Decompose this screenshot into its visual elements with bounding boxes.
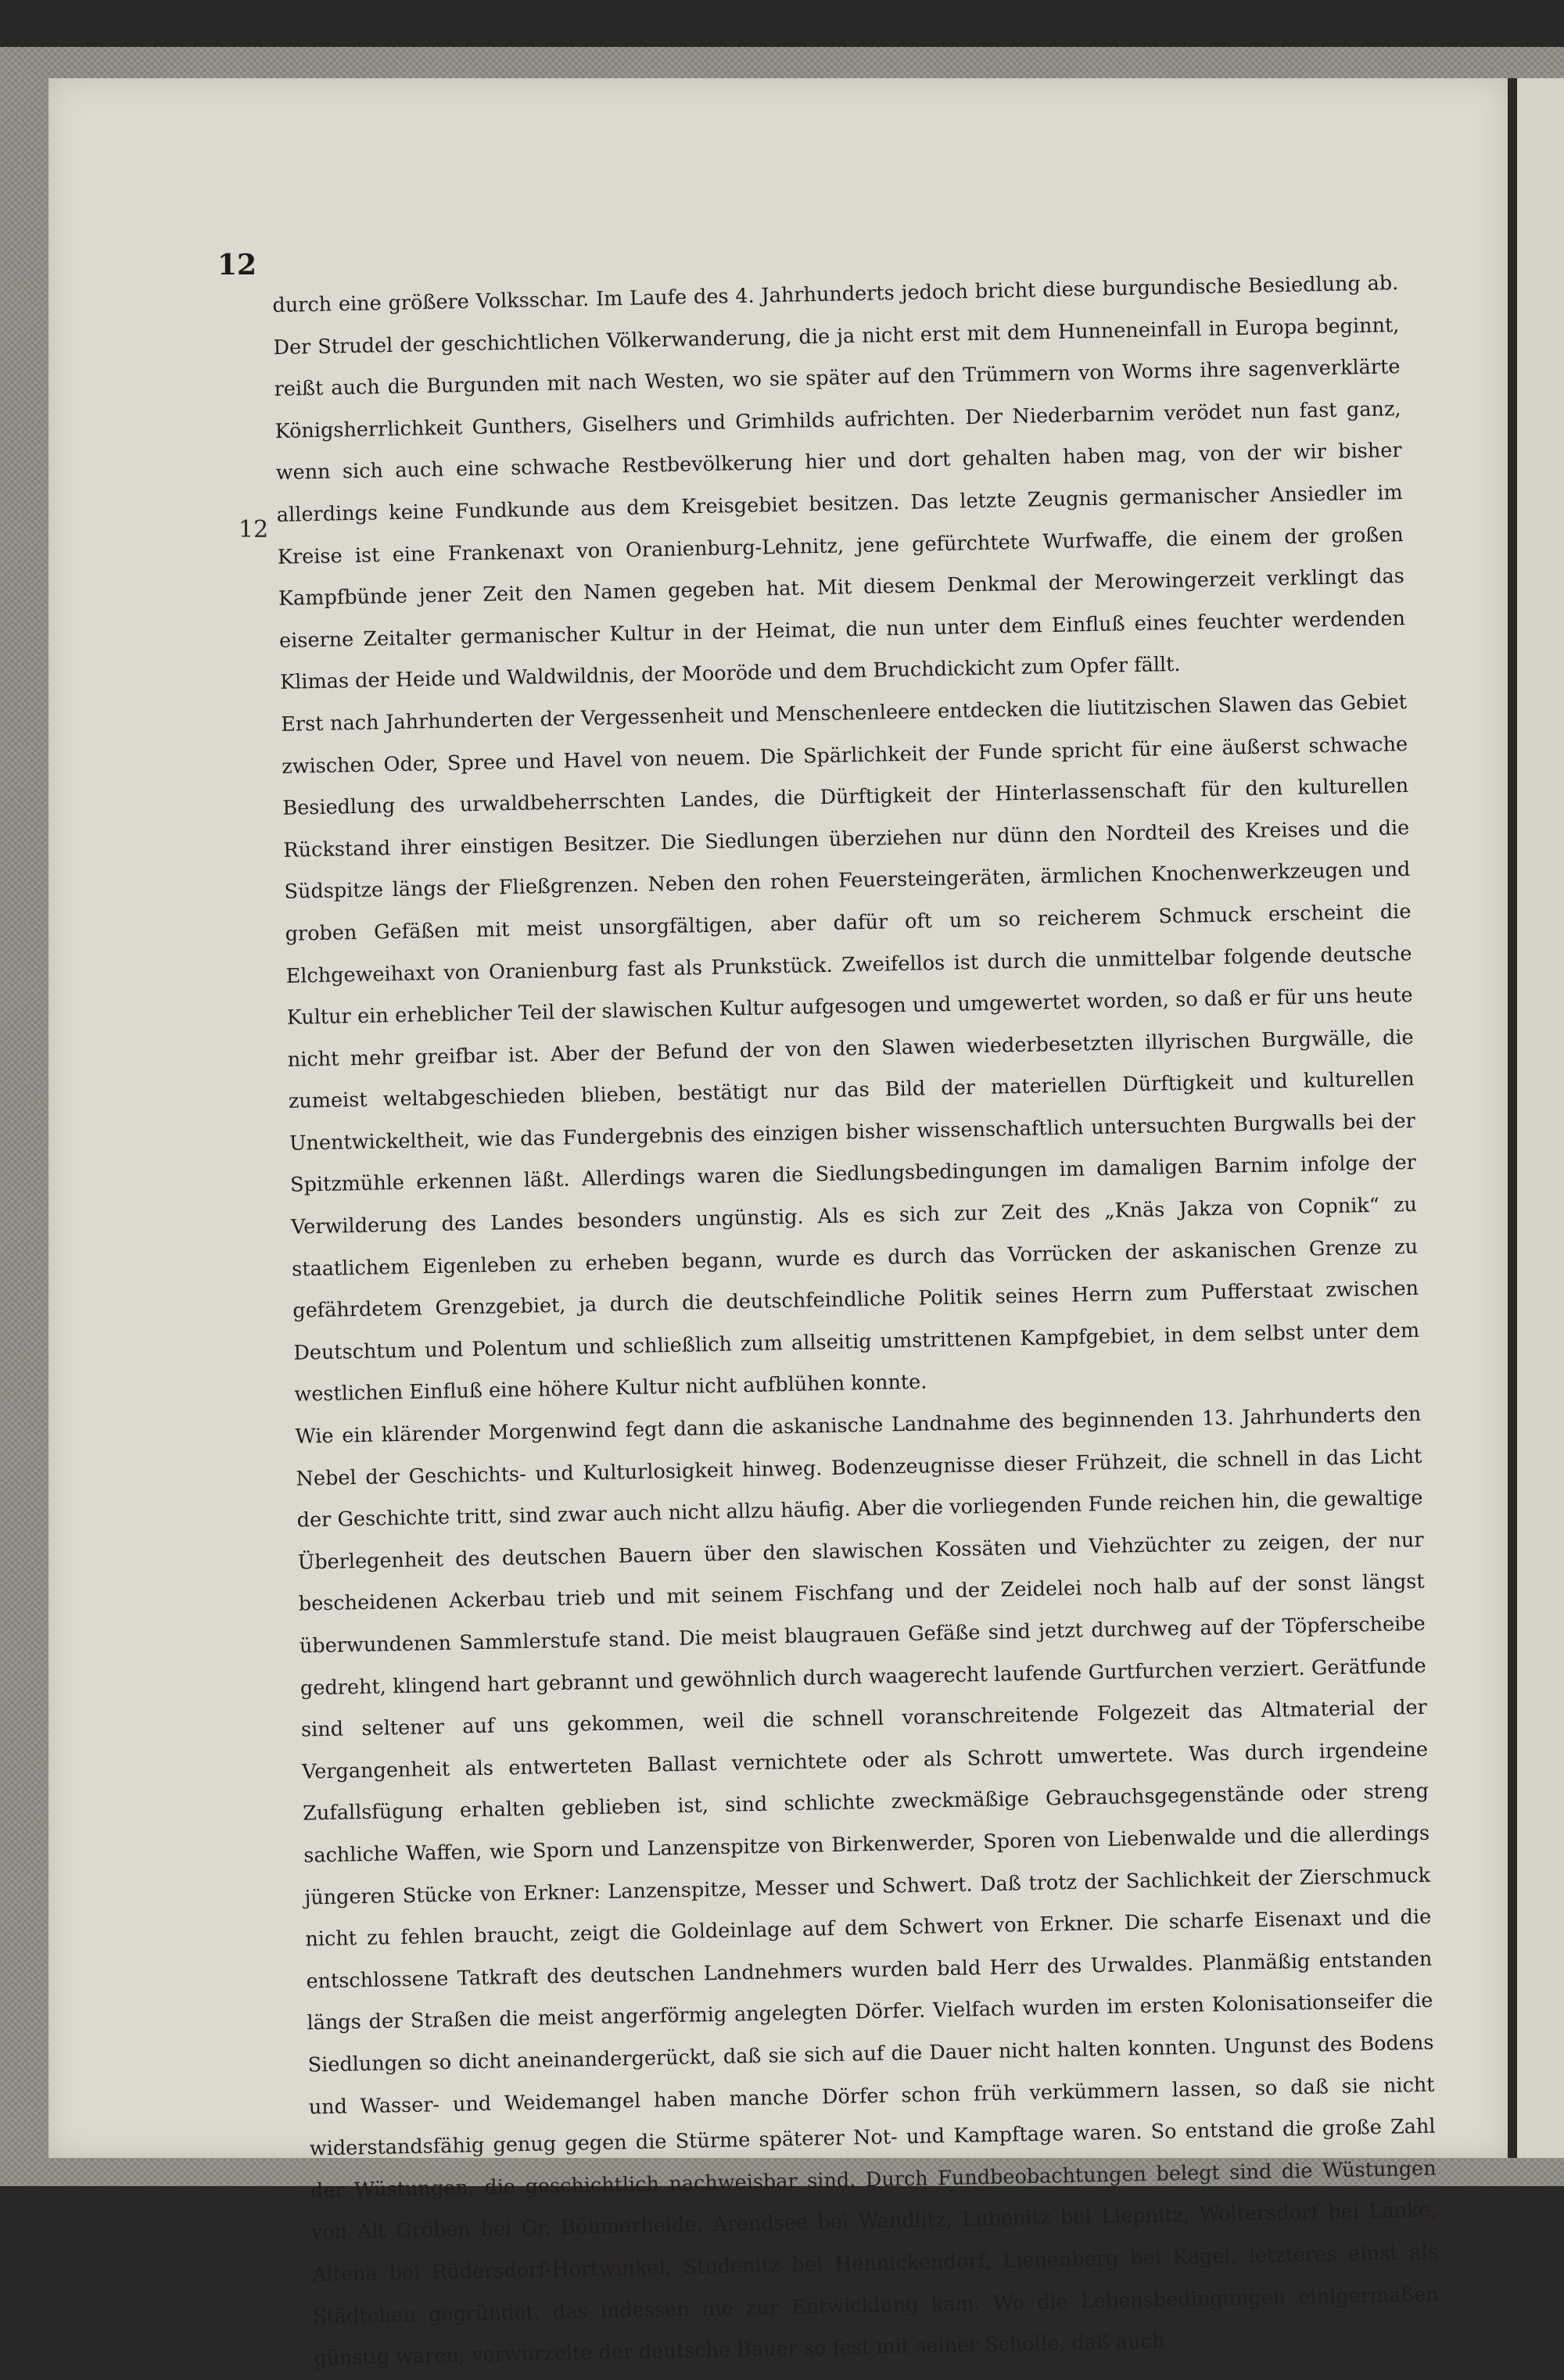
paragraph: durch eine größere Volksschar. Im Laufe des 4. Jahrhunderts jedoch bricht diese burgundische Besiedlung ab. Der Strudel der geschichtlichen Völkerwanderung, die ja nicht erst mit dem Hunneneinfall in Europa beginnt, reißt auch die Burgunden mit nach Westen, wo sie später auf den Trümmern von Worms ihre sagenverklärte Königsherrlichkeit Gunthers, Giselhers und Grimhilds aufrichten. Der Niederbarnim verödet nun fast ganz, wenn sich auch eine schwache Restbevölkerung hier und dort gehalten haben mag, von der wir bisher allerdings keine Fundkunde aus dem Kreisgebiet besitzen. Das letzte Zeugnis germanischer Ansiedler im Kreise ist eine Frankenaxt von Oranienburg-Lehnitz, jene gefürchtete Wurfwaffe, die einem der großen Kampfbünde jener Zeit den Namen gegeben hat. Mit diesem Denkmal der Merowingerzeit verklingt das eiserne Zeitalter germanischer Kultur in der Heimat, die nun unter dem Einfluß eines feuchter werdenden Klimas der Heide und Waldwildnis, der Mooröde und dem Bruchdickicht zum Opfer fällt.	[272, 271, 1406, 695]
body-text	[272, 263, 1440, 2380]
paragraph: Erst nach Jahrhunderten der Vergessenheit und Menschenleere entdecken die liutitzischen Slawen das Gebiet zwischen Oder, Spree und Havel von neuem. Die Spärlichkeit der Funde spricht für eine äußerst schwache Besiedlung des urwaldbeherrschten Landes, die Dürftigkeit der Hinterlassenschaft für den kulturellen Rückstand ihrer einstigen Besitzer. Die Siedlungen überziehen nur dünn den Nordteil des Kreises und die Südspitze längs der Fließgrenzen. Neben den rohen Feuersteingeräten, ärmlichen Knochenwerkzeugen und groben Gefäßen mit meist unsorgfältigen, aber dafür oft um so reicherem Schmuck erscheint die Elchgeweihaxt von Oranienburg fast als Prunkstück. Zweifellos ist durch die unmittelbar folgende deutsche Kultur ein erheblicher Teil der slawischen Kultur aufgesogen und umgewertet worden, so daß er für uns heute nicht mehr greifbar ist. Aber der Befund der von den Slawen wiederbesetzten illyrischen Burgwälle, die zumeist weltabgeschieden blieben, bestätigt nur das Bild der materiellen Dürftigkeit und kulturellen Unentwickeltheit, wie das Fundergebnis des einzigen bisher wissenschaftlich untersuchten Burgwalls bei der Spitzmühle erkennen läßt. Allerdings waren die Siedlungsbedingungen im damaligen Barnim infolge der Verwilderung des Landes besonders ungünstig. Als es sich zur Zeit des „Knäs Jakza von Copnik“ zu staatlichem Eigenleben zu erheben begann, wurde es durch das Vorrücken der askanischen Grenze zu gefährdetem Grenzgebiet, ja durch die deutschfeindliche Politik seines Herrn zum Pufferstaat zwischen Deutschtum und Polentum und schließlich zum allseitig umstrittenen Kampfgebiet, in dem selbst unter dem westlichen Einfluß eine höhere Kultur nicht aufblühen konnte.	[280, 690, 1420, 1407]
margin-number: 12	[239, 516, 269, 543]
paragraph: Wie ein klärender Morgenwind fegt dann die askanische Landnahme des beginnenden 13. Jahrhunderts den Nebel der Geschichts- und Kulturlosigkeit hinweg. Bodenzeugnisse dieser Frühzeit, die schnell in das Licht der Geschichte tritt, sind zwar auch nicht allzu häufig. Aber die vorliegenden Funde reichen hin, die gewaltige Überlegenheit des deutschen Bauern über den slawischen Kossäten und Viehzüchter zu zeigen, der nur bescheidenen Ackerbau trieb und mit seinem Fischfang und der Zeidelei noch halb auf der sonst längst überwundenen Sammlerstufe stand. Die meist blaugrauen Gefäße sind jetzt durchweg auf der Töpferscheibe gedreht, klingend hart gebrannt und gewöhnlich durch waagerecht laufende Gurtfurchen verziert. Gerätfunde sind seltener auf uns gekommen, weil die schnell voranschreitende Folgezeit das Altmaterial der Vergangenheit als entwerteten Ballast vernichtete oder als Schrott umwertete. Was durch irgendeine Zufallsfügung erhalten geblieben ist, sind schlichte zweckmäßige Gebrauchsgegenstände oder streng sachliche Waffen, wie Sporn und Lanzenspitze von Birkenwerder, Sporen von Liebenwalde und die allerdings jüngeren Stücke von Erkner: Lanzenspitze, Messer und Schwert. Daß trotz der Sachlichkeit der Zierschmuck nicht zu fehlen braucht, zeigt die Goldeinlage auf dem Schwert von Erkner. Die scharfe Eisenaxt und die entschlossene Tatkraft des deutschen Landnehmers wurden bald Herr des Urwaldes. Planmäßig entstanden längs der Straßen die meist angerförmig angelegten Dörfer. Vielfach wurden im ersten Kolonisationseifer die Siedlungen so dicht aneinandergerückt, daß sie sich auf die Dauer nicht halten konnten. Ungunst des Bodens und Wasser- und Weidemangel haben manche Dörfer schon früh verkümmern lassen, so daß sie nicht widerstandsfähig genug gegen die Stürme späterer Not- und Kampftage waren. So entstand die große Zahl der Wüstungen, die geschichtlich nachweisbar sind. Durch Fundbeobachtungen belegt sind die Wüstungen von Alt Gröben bei Gr. Böhmerheide, Arendsee bei Wandlitz, Lubenitz bei Liepnitz, Woltersdorf bei Lanke, Altena bei Rüdersdorf-Hortwinkel, Studenitz bei Hennickendorf, Lienenberg bei Kagel, letzteres einst als Städtchen gegründet, das indessen nie zur Entwicklung kam. Wo die Lebensbedingungen einigermaßen günstig waren, verwurzelte der deutsche Bauer so fest mit seiner Scholle, daß auch	[295, 1402, 1440, 2371]
next-page-edge	[1501, 78, 1564, 2158]
page-number: 12	[217, 249, 257, 281]
